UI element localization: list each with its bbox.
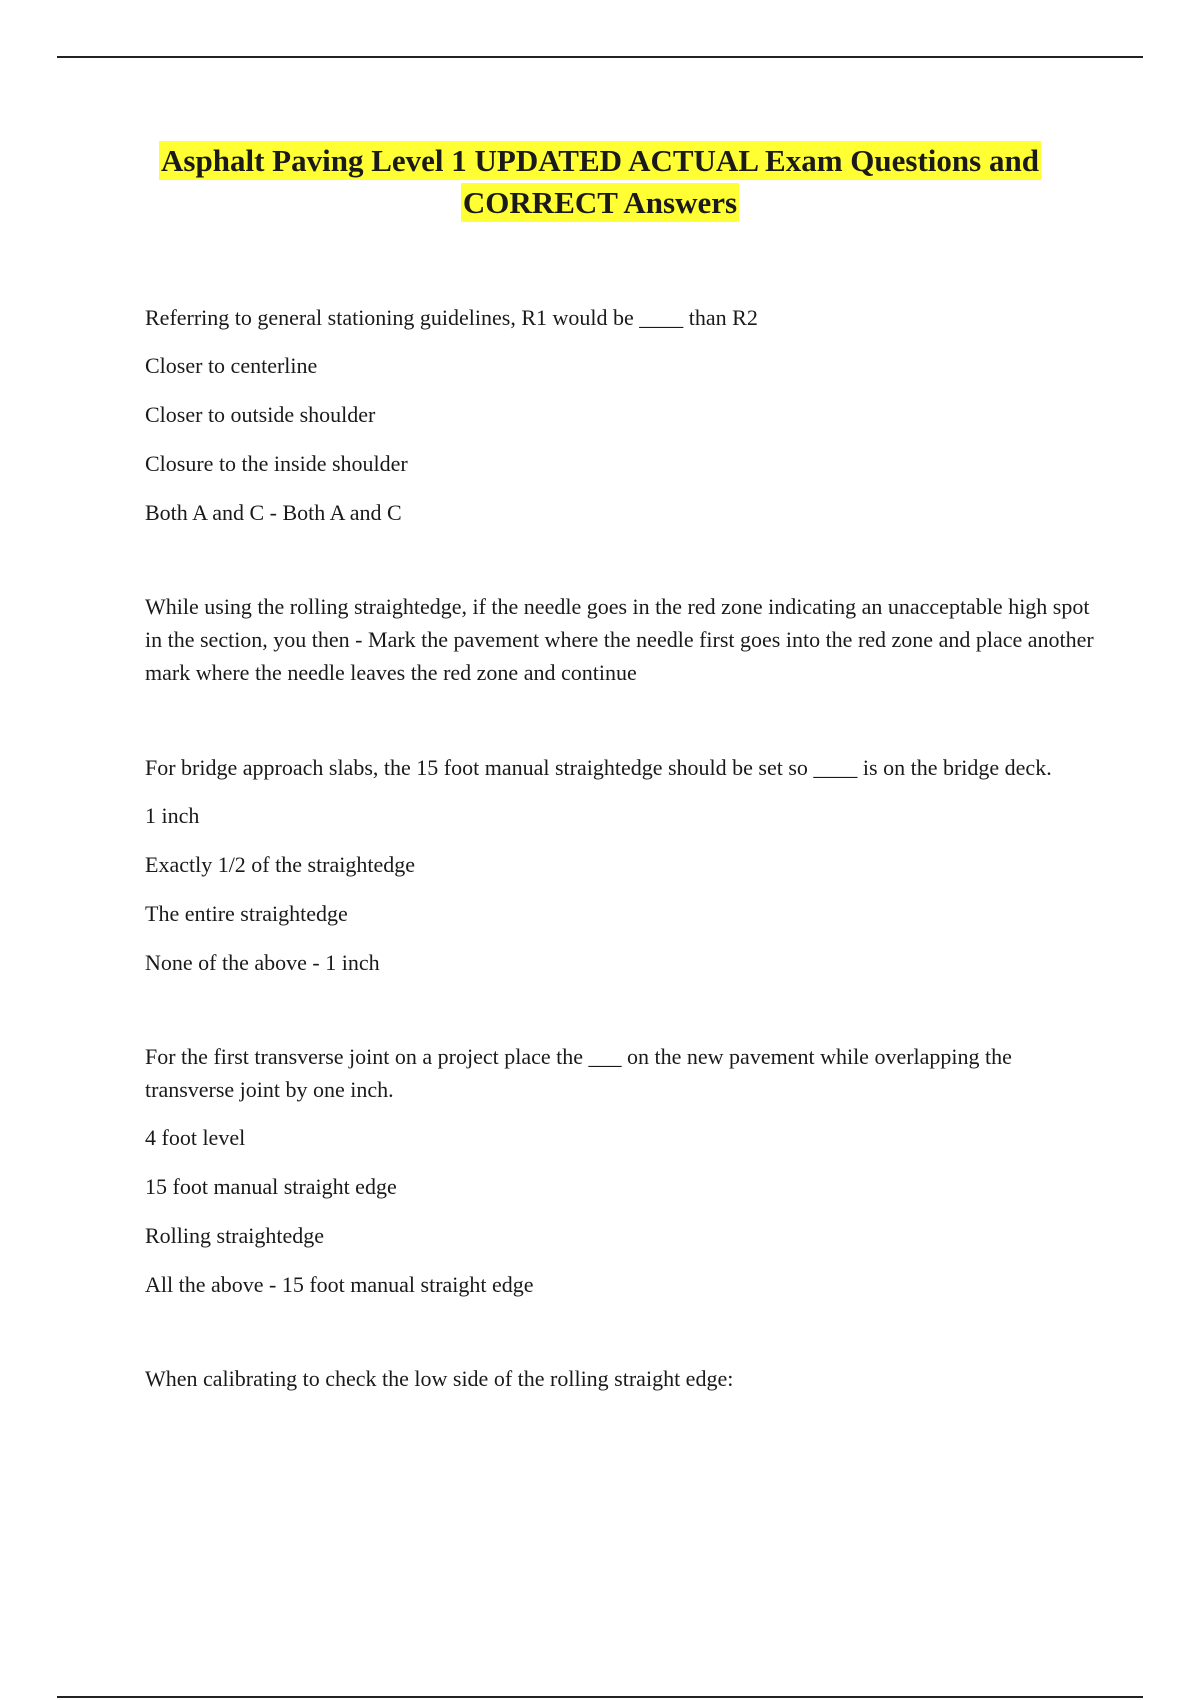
- document-title: [100, 140, 1100, 224]
- answer-option: The entire straightedge: [145, 901, 348, 926]
- question-4: [145, 1040, 1095, 1301]
- question-1: [145, 301, 1095, 529]
- question-2: [145, 590, 1095, 689]
- answer-option: 15 foot manual straight edge: [145, 1174, 397, 1199]
- question-text: Referring to general stationing guidelines, R1 would be ____ than R2: [145, 305, 758, 330]
- question-text: For bridge approach slabs, the 15 foot manual straightedge should be set so ____ is on the bridge deck.: [145, 755, 1052, 780]
- answer-option: 4 foot level: [145, 1125, 246, 1150]
- answer-option: 1 inch: [145, 803, 200, 828]
- question-5: [145, 1362, 1095, 1395]
- title-line-2: CORRECT Answers: [462, 185, 738, 220]
- answer-option: All the above - 15 foot manual straight edge: [145, 1272, 534, 1297]
- answer-option: Closure to the inside shoulder: [145, 451, 408, 476]
- answer-option: Exactly 1/2 of the straightedge: [145, 852, 416, 877]
- answer-option: Closer to centerline: [145, 353, 318, 378]
- question-text: When calibrating to check the low side of the rolling straight edge:: [145, 1366, 734, 1391]
- question-3: [145, 751, 1095, 979]
- top-rule: [57, 56, 1143, 58]
- answer-option: None of the above - 1 inch: [145, 950, 380, 975]
- question-text: While using the rolling straightedge, if the needle goes in the red zone indicating an unacceptable high spot in the section, you then - Mark the pavement where the needle first goes into the red zone and place another mark where the needle leaves the red zone and continue: [145, 594, 1094, 685]
- answer-option: Rolling straightedge: [145, 1223, 325, 1248]
- question-text: For the first transverse joint on a project place the ___ on the new pavement while overlapping the transverse joint by one inch.: [145, 1044, 1012, 1102]
- answer-option: Closer to outside shoulder: [145, 402, 376, 427]
- answer-option: Both A and C - Both A and C: [145, 500, 402, 525]
- title-line-1: Asphalt Paving Level 1 UPDATED ACTUAL Exam Questions and: [161, 143, 1039, 178]
- bottom-rule: [57, 1696, 1143, 1698]
- question-list: [145, 301, 1095, 1456]
